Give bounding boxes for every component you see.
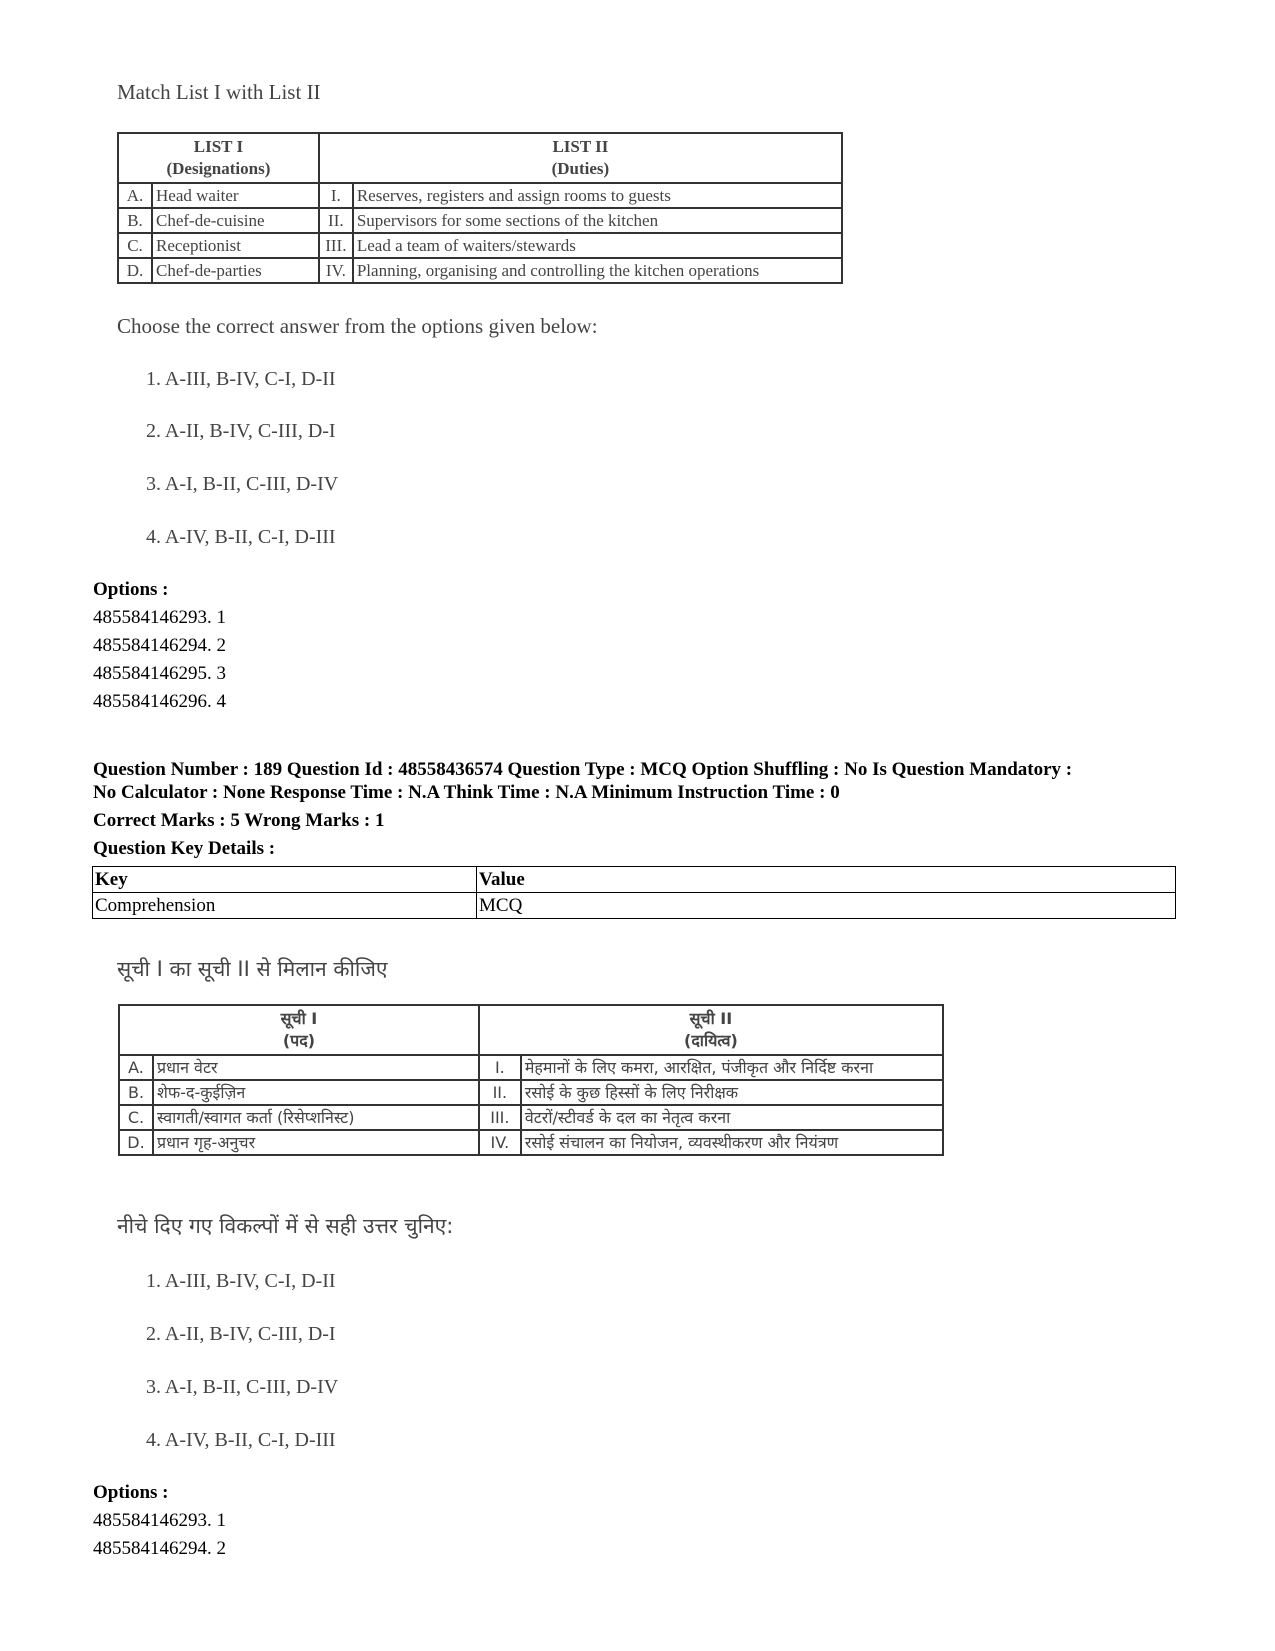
table-row: D. Chef-de-parties IV. Planning, organising and controlling the kitchen operations (118, 258, 842, 283)
q2-answer-4: 4. A-IV, B-II, C-I, D-III (146, 1429, 336, 1451)
question-marks: Correct Marks : 5 Wrong Marks : 1 (93, 810, 385, 831)
table-row: B. Chef-de-cuisine II. Supervisors for some sections of the kitchen (118, 208, 842, 233)
q1-answer-3: 3. A-I, B-II, C-III, D-IV (146, 473, 339, 495)
table-row: Key Value (93, 867, 1176, 893)
q1-list1-header: LIST I (Designations) (118, 133, 319, 183)
q2-heading: सूची I का सूची II से मिलान कीजिए (117, 957, 388, 981)
q2-choose-text: नीचे दिए गए विकल्पों में से सही उत्तर चुनिए: (117, 1214, 454, 1238)
q2-options-label: Options : (93, 1482, 169, 1503)
q1-option-4: 485584146296. 4 (93, 691, 226, 712)
q1-option-1: 485584146293. 1 (93, 607, 226, 628)
q1-option-2: 485584146294. 2 (93, 635, 226, 656)
q2-answer-3: 3. A-I, B-II, C-III, D-IV (146, 1376, 339, 1398)
question-meta-line2: No Calculator : None Response Time : N.A Think Time : N.A Minimum Instruction Time : 0 (93, 782, 840, 803)
q2-match-table (118, 1004, 944, 1156)
table-row: A. Head waiter I. Reserves, registers and assign rooms to guests (118, 183, 842, 208)
q2-list2-header: सूची II (दायित्व) (479, 1005, 943, 1055)
q1-option-3: 485584146295. 3 (93, 663, 226, 684)
q1-answer-4: 4. A-IV, B-II, C-I, D-III (146, 526, 336, 548)
table-row: D. प्रधान गृह-अनुचर IV. रसोई संचालन का नियोजन, व्यवस्थीकरण और नियंत्रण (119, 1130, 943, 1155)
table-row: Comprehension MCQ (93, 893, 1176, 919)
question-key-details-label: Question Key Details : (93, 838, 276, 859)
q1-heading: Match List I with List II (117, 80, 321, 104)
q2-option-2: 485584146294. 2 (93, 1538, 226, 1559)
q1-options-label: Options : (93, 579, 169, 600)
q1-list2-header: LIST II (Duties) (319, 133, 842, 183)
q2-list1-header: सूची I (पद) (119, 1005, 479, 1055)
question-key-table (92, 866, 1176, 919)
q2-answer-2: 2. A-II, B-IV, C-III, D-I (146, 1323, 336, 1345)
question-meta-line1: Question Number : 189 Question Id : 48558436574 Question Type : MCQ Option Shuffling : No Is Question Mandatory : (93, 759, 1073, 780)
q1-choose-text: Choose the correct answer from the options given below: (117, 314, 598, 338)
q1-answer-1: 1. A-III, B-IV, C-I, D-II (146, 368, 336, 390)
q2-option-1: 485584146293. 1 (93, 1510, 226, 1531)
table-row: C. Receptionist III. Lead a team of waiters/stewards (118, 233, 842, 258)
q1-match-table (117, 132, 843, 284)
table-row: A. प्रधान वेटर I. मेहमानों के लिए कमरा, आरक्षित, पंजीकृत और निर्दिष्ट करना (119, 1055, 943, 1080)
table-row: C. स्वागती/स्वागत कर्ता (रिसेप्शनिस्ट) III. वेटरों/स्टीवर्ड के दल का नेतृत्व करना (119, 1105, 943, 1130)
q1-answer-2: 2. A-II, B-IV, C-III, D-I (146, 420, 336, 442)
q2-answer-1: 1. A-III, B-IV, C-I, D-II (146, 1270, 336, 1292)
table-row: B. शेफ-द-कुईज़िन II. रसोई के कुछ हिस्सों के लिए निरीक्षक (119, 1080, 943, 1105)
